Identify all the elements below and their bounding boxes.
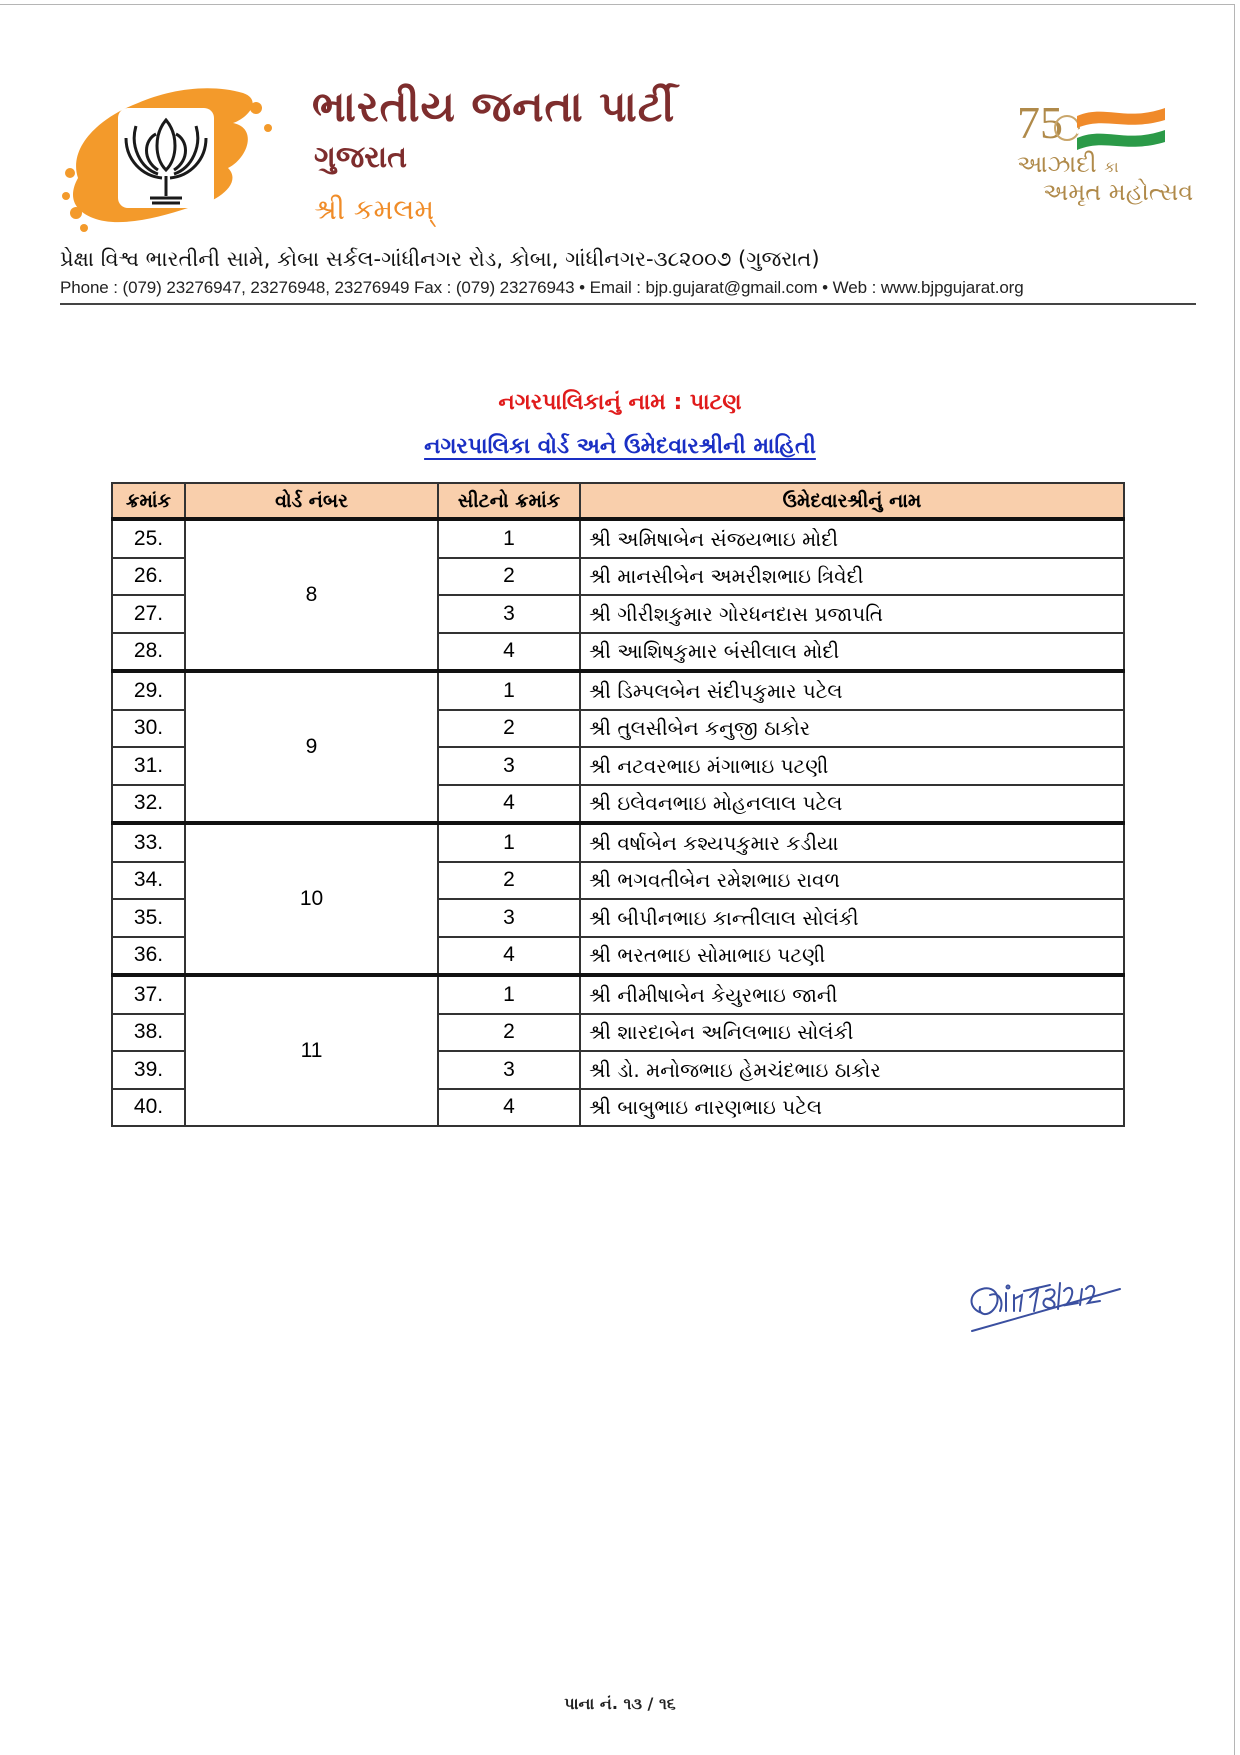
section-title-wrap — [0, 434, 1240, 459]
ward-number-cell: 10 — [185, 823, 438, 975]
seat-number-cell: 2 — [438, 558, 580, 596]
seat-number-cell: 3 — [438, 595, 580, 633]
candidate-name-cell: શ્રી બાબુભાઇ નારણભાઇ પટેલ — [580, 1089, 1124, 1127]
table-row — [112, 823, 1124, 862]
azadi-line2: અમૃત મહોત્સવ — [1043, 178, 1194, 206]
seat-number-cell: 2 — [438, 862, 580, 900]
candidate-name-cell: શ્રી ગીરીશકુમાર ગોરધનદાસ પ્રજાપતિ — [580, 595, 1124, 633]
column-header-serial: ક્રમાંક — [112, 483, 185, 519]
table-row — [112, 671, 1124, 710]
serial-number-cell: 35. — [112, 899, 185, 937]
candidate-name-cell: શ્રી ભગવતીબેન રમેશભાઇ રાવળ — [580, 862, 1124, 900]
serial-number-cell: 29. — [112, 671, 185, 710]
municipality-title: નગરપાલિકાનું નામ : પાટણ — [498, 390, 742, 415]
serial-number-cell: 37. — [112, 975, 185, 1014]
serial-number-cell: 34. — [112, 862, 185, 900]
serial-number-cell: 32. — [112, 785, 185, 824]
seat-number-cell: 4 — [438, 1089, 580, 1127]
serial-number-cell: 31. — [112, 747, 185, 785]
candidate-name-cell: શ્રી નીમીષાબેન કેયુરભાઇ જાની — [580, 975, 1124, 1014]
candidates-table — [111, 482, 1125, 1127]
candidate-name-cell: શ્રી ડો. મનોજભાઇ હેમચંદભાઇ ઠાકોર — [580, 1051, 1124, 1089]
seat-number-cell: 1 — [438, 671, 580, 710]
azadi-number: 75 — [1017, 97, 1063, 148]
serial-number-cell: 28. — [112, 633, 185, 672]
serial-number-cell: 30. — [112, 710, 185, 748]
serial-number-cell: 25. — [112, 519, 185, 558]
seat-number-cell: 4 — [438, 937, 580, 976]
serial-number-cell: 26. — [112, 558, 185, 596]
candidate-name-cell: શ્રી તુલસીબેન કનુજી ઠાકોર — [580, 710, 1124, 748]
azadi-ka-amrit-mahotsav-logo-icon — [1015, 96, 1205, 208]
seat-number-cell: 4 — [438, 785, 580, 824]
tricolor-flag-icon — [1015, 96, 1205, 156]
serial-number-cell: 39. — [112, 1051, 185, 1089]
seat-number-cell: 3 — [438, 747, 580, 785]
seat-number-cell: 2 — [438, 1014, 580, 1052]
column-header-candidate-name: ઉમેદવારશ્રીનું નામ — [580, 483, 1124, 519]
candidate-name-cell: શ્રી વર્ષાબેન કશ્યપકુમાર કડીયા — [580, 823, 1124, 862]
party-name: ભારતીય જનતા પાર્ટી — [312, 82, 676, 131]
candidate-name-cell: શ્રી અમિષાબેન સંજયભાઇ મોદી — [580, 519, 1124, 558]
page-number: પાના નં. ૧૩ / ૧૬ — [564, 1694, 676, 1713]
candidate-name-cell: શ્રી શારદાબેન અનિલભાઇ સોલંકી — [580, 1014, 1124, 1052]
seat-number-cell: 2 — [438, 710, 580, 748]
seat-number-cell: 3 — [438, 1051, 580, 1089]
seat-number-cell: 1 — [438, 519, 580, 558]
serial-number-cell: 38. — [112, 1014, 185, 1052]
column-header-ward: વોર્ડ નંબર — [185, 483, 438, 519]
ward-number-cell: 11 — [185, 975, 438, 1126]
seat-number-cell: 3 — [438, 899, 580, 937]
column-header-seat: સીટનો ક્રમાંક — [438, 483, 580, 519]
azadi-line1: આઝાદી — [1017, 150, 1097, 178]
serial-number-cell: 36. — [112, 937, 185, 976]
serial-number-cell: 40. — [112, 1089, 185, 1127]
candidate-name-cell: શ્રી ડિમ્પલબેન સંદીપકુમાર પટેલ — [580, 671, 1124, 710]
address-line: પ્રેક્ષા વિશ્વ ભારતીની સામે, કોબા સર્કલ-ગાંધીનગર રોડ, કોબા, ગાંધીનગર-૩૮૨૦૦૭ (ગુજરાત) — [60, 247, 820, 271]
candidate-name-cell: શ્રી ઇલેવનભાઇ મોહનલાલ પટેલ — [580, 785, 1124, 824]
serial-number-cell: 27. — [112, 595, 185, 633]
bjp-lotus-logo-icon — [58, 78, 288, 238]
table-row — [112, 519, 1124, 558]
office-name: શ્રી કમલમ્ — [314, 193, 435, 226]
candidate-name-cell: શ્રી માનસીબેન અમરીશભાઇ ત્રિવેદી — [580, 558, 1124, 596]
ward-number-cell: 8 — [185, 519, 438, 671]
table-row — [112, 975, 1124, 1014]
contact-line: Phone : (079) 23276947, 23276948, 23276949 Fax : (079) 23276943 • Email : bjp.gujarat@gmail.com • Web : www.bjpgujarat.org — [60, 278, 1024, 297]
table-body — [112, 519, 1124, 1126]
section-title: નગરપાલિકા વોર્ડ અને ઉમેદવારશ્રીની માહિતી — [424, 434, 816, 459]
candidate-name-cell: શ્રી બીપીનભાઇ કાન્તીલાલ સોલંકી — [580, 899, 1124, 937]
serial-number-cell: 33. — [112, 823, 185, 862]
azadi-line1-suffix: કા — [1104, 158, 1119, 176]
handwritten-signature-icon — [960, 1265, 1130, 1345]
ward-number-cell: 9 — [185, 671, 438, 823]
candidate-name-cell: શ્રી ભરતભાઇ સોમાભાઇ પટણી — [580, 937, 1124, 976]
candidate-name-cell: શ્રી આશિષકુમાર બંસીલાલ મોદી — [580, 633, 1124, 672]
table-header-row — [112, 483, 1124, 519]
seat-number-cell: 1 — [438, 823, 580, 862]
header-divider — [60, 303, 1196, 305]
state-name: ગુજરાત — [314, 140, 408, 175]
candidate-name-cell: શ્રી નટવરભાઇ મંગાભાઇ પટણી — [580, 747, 1124, 785]
seat-number-cell: 1 — [438, 975, 580, 1014]
seat-number-cell: 4 — [438, 633, 580, 672]
